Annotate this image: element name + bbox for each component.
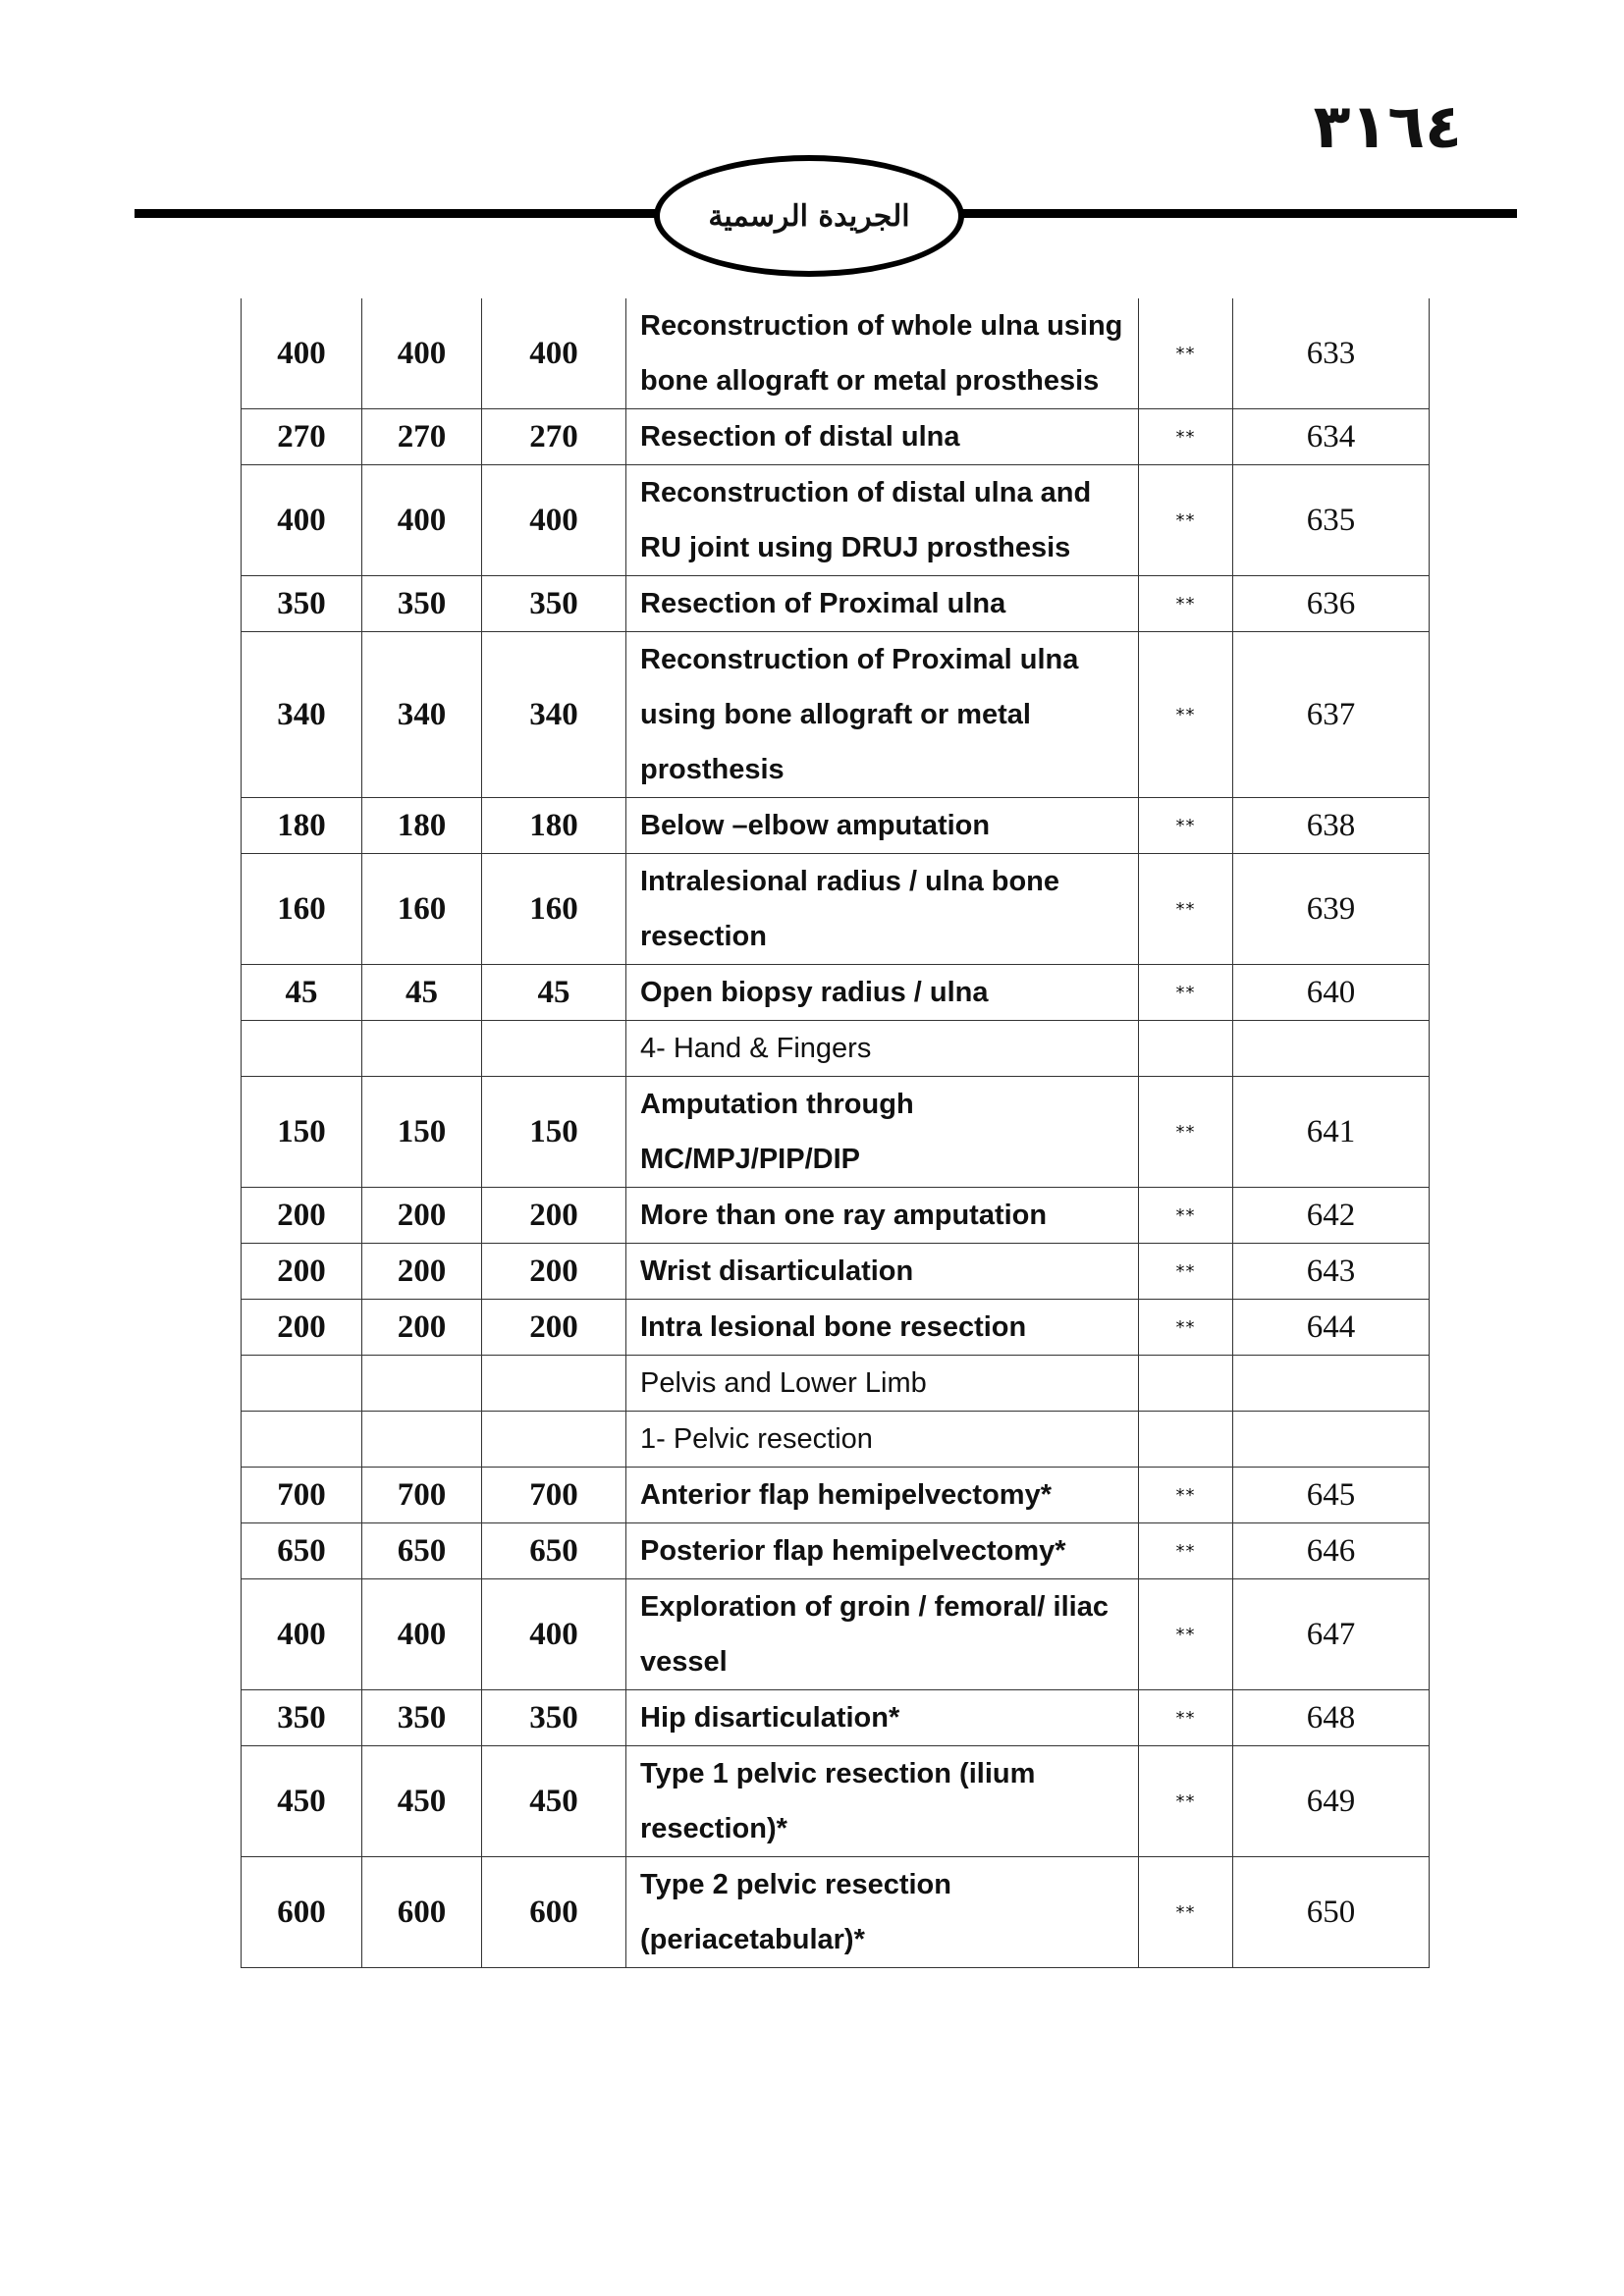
fee-cell-1: 200 [242,1300,362,1356]
fee-cell-3: 400 [482,465,626,576]
procedure-code: 642 [1233,1188,1430,1244]
procedure-code: 643 [1233,1244,1430,1300]
procedure-code [1233,1412,1430,1468]
fee-cell-2: 270 [362,409,482,465]
fee-cell-2: 350 [362,1690,482,1746]
qualifier-mark: ** [1139,1857,1233,1968]
table-row [242,854,1430,965]
fee-cell-3: 600 [482,1857,626,1968]
table-row [242,1579,1430,1690]
qualifier-mark [1139,1021,1233,1077]
masthead-title: الجريدة الرسمية [708,198,910,234]
fee-cell-2: 400 [362,298,482,409]
fee-cell-2: 400 [362,465,482,576]
procedure-description: Pelvis and Lower Limb [626,1356,1139,1412]
table-row [242,965,1430,1021]
fee-cell-3: 180 [482,798,626,854]
fee-cell-2: 450 [362,1746,482,1857]
fee-cell-3: 340 [482,632,626,798]
procedure-description: Reconstruction of distal ulna and RU joint using DRUJ prosthesis [626,465,1139,576]
qualifier-mark: ** [1139,1523,1233,1579]
masthead-oval [654,155,964,277]
procedure-code: 637 [1233,632,1430,798]
table-row [242,798,1430,854]
table-row [242,1300,1430,1356]
fee-cell-1 [242,1021,362,1077]
procedure-description: Resection of Proximal ulna [626,576,1139,632]
fee-cell-2 [362,1021,482,1077]
section-heading-row [242,1356,1430,1412]
procedure-code: 635 [1233,465,1430,576]
fee-cell-2: 700 [362,1468,482,1523]
section-heading-row [242,1412,1430,1468]
fee-cell-3 [482,1412,626,1468]
procedure-code: 639 [1233,854,1430,965]
fee-cell-3: 200 [482,1244,626,1300]
fee-cell-2: 180 [362,798,482,854]
fee-cell-1: 270 [242,409,362,465]
fee-cell-3: 270 [482,409,626,465]
procedure-description: Posterior flap hemipelvectomy* [626,1523,1139,1579]
procedure-description: Intra lesional bone resection [626,1300,1139,1356]
table-row [242,409,1430,465]
procedure-code: 638 [1233,798,1430,854]
fee-cell-1: 45 [242,965,362,1021]
fee-cell-3: 200 [482,1188,626,1244]
procedure-code: 641 [1233,1077,1430,1188]
table-row [242,1746,1430,1857]
qualifier-mark: ** [1139,1188,1233,1244]
qualifier-mark: ** [1139,298,1233,409]
fee-cell-2: 200 [362,1244,482,1300]
qualifier-mark: ** [1139,632,1233,798]
qualifier-mark: ** [1139,854,1233,965]
procedure-description: Type 2 pelvic resection (periacetabular)* [626,1857,1139,1968]
fee-schedule-body [242,298,1430,1968]
fee-cell-3: 350 [482,576,626,632]
table-row [242,1523,1430,1579]
table-row [242,576,1430,632]
procedure-description: Open biopsy radius / ulna [626,965,1139,1021]
qualifier-mark [1139,1412,1233,1468]
fee-cell-2: 600 [362,1857,482,1968]
procedure-code: 649 [1233,1746,1430,1857]
fee-cell-2: 45 [362,965,482,1021]
fee-cell-1: 350 [242,576,362,632]
fee-cell-3: 200 [482,1300,626,1356]
fee-cell-1: 400 [242,298,362,409]
procedure-code: 633 [1233,298,1430,409]
fee-cell-1: 200 [242,1244,362,1300]
fee-cell-2: 650 [362,1523,482,1579]
section-heading-row [242,1021,1430,1077]
header-rule-left [135,209,665,218]
procedure-code: 647 [1233,1579,1430,1690]
table-row [242,1188,1430,1244]
procedure-description: Type 1 pelvic resection (ilium resection)* [626,1746,1139,1857]
table-row [242,632,1430,798]
table-row [242,1468,1430,1523]
qualifier-mark: ** [1139,1244,1233,1300]
procedure-description: Reconstruction of Proximal ulna using bone allograft or metal prosthesis [626,632,1139,798]
fee-cell-1 [242,1412,362,1468]
qualifier-mark: ** [1139,798,1233,854]
procedure-description: More than one ray amputation [626,1188,1139,1244]
fee-cell-2: 160 [362,854,482,965]
fee-cell-1: 180 [242,798,362,854]
qualifier-mark: ** [1139,965,1233,1021]
procedure-description: Exploration of groin / femoral/ iliac vessel [626,1579,1139,1690]
table-row [242,1077,1430,1188]
table-row [242,1690,1430,1746]
qualifier-mark: ** [1139,1077,1233,1188]
procedure-description: 1- Pelvic resection [626,1412,1139,1468]
table-row [242,1857,1430,1968]
procedure-description: Reconstruction of whole ulna using bone allograft or metal prosthesis [626,298,1139,409]
fee-cell-3: 650 [482,1523,626,1579]
fee-cell-1: 400 [242,465,362,576]
qualifier-mark: ** [1139,409,1233,465]
fee-cell-3: 45 [482,965,626,1021]
procedure-description: Resection of distal ulna [626,409,1139,465]
fee-cell-3: 400 [482,298,626,409]
fee-cell-3: 350 [482,1690,626,1746]
fee-cell-3: 160 [482,854,626,965]
qualifier-mark: ** [1139,465,1233,576]
fee-schedule-table [241,298,1430,1968]
fee-cell-2: 150 [362,1077,482,1188]
fee-cell-2: 400 [362,1579,482,1690]
procedure-code: 644 [1233,1300,1430,1356]
fee-cell-3: 400 [482,1579,626,1690]
fee-cell-1 [242,1356,362,1412]
fee-cell-2 [362,1412,482,1468]
fee-cell-1: 650 [242,1523,362,1579]
fee-cell-1: 450 [242,1746,362,1857]
fee-cell-1: 400 [242,1579,362,1690]
procedure-description: Anterior flap hemipelvectomy* [626,1468,1139,1523]
fee-cell-1: 200 [242,1188,362,1244]
procedure-code: 636 [1233,576,1430,632]
fee-cell-1: 160 [242,854,362,965]
procedure-code: 634 [1233,409,1430,465]
fee-cell-3: 450 [482,1746,626,1857]
procedure-code: 640 [1233,965,1430,1021]
table-row [242,298,1430,409]
qualifier-mark: ** [1139,1690,1233,1746]
fee-cell-3 [482,1356,626,1412]
fee-cell-3: 700 [482,1468,626,1523]
fee-cell-2: 200 [362,1188,482,1244]
qualifier-mark [1139,1356,1233,1412]
fee-cell-2 [362,1356,482,1412]
fee-cell-2: 200 [362,1300,482,1356]
procedure-description: Hip disarticulation* [626,1690,1139,1746]
procedure-code [1233,1021,1430,1077]
qualifier-mark: ** [1139,1300,1233,1356]
qualifier-mark: ** [1139,1746,1233,1857]
fee-cell-3 [482,1021,626,1077]
page-number: ٣١٦٤ [1313,90,1462,162]
table-row [242,465,1430,576]
fee-cell-2: 340 [362,632,482,798]
header-rule-right [957,209,1517,218]
fee-cell-1: 340 [242,632,362,798]
procedure-code: 650 [1233,1857,1430,1968]
fee-cell-2: 350 [362,576,482,632]
fee-cell-1: 350 [242,1690,362,1746]
procedure-description: 4- Hand & Fingers [626,1021,1139,1077]
qualifier-mark: ** [1139,576,1233,632]
procedure-description: Below –elbow amputation [626,798,1139,854]
qualifier-mark: ** [1139,1468,1233,1523]
fee-cell-1: 150 [242,1077,362,1188]
procedure-code: 646 [1233,1523,1430,1579]
fee-cell-1: 700 [242,1468,362,1523]
procedure-code: 648 [1233,1690,1430,1746]
qualifier-mark: ** [1139,1579,1233,1690]
procedure-description: Wrist disarticulation [626,1244,1139,1300]
table-row [242,1244,1430,1300]
procedure-code: 645 [1233,1468,1430,1523]
fee-cell-1: 600 [242,1857,362,1968]
procedure-code [1233,1356,1430,1412]
fee-cell-3: 150 [482,1077,626,1188]
procedure-description: Intralesional radius / ulna bone resection [626,854,1139,965]
procedure-description: Amputation through MC/MPJ/PIP/DIP [626,1077,1139,1188]
